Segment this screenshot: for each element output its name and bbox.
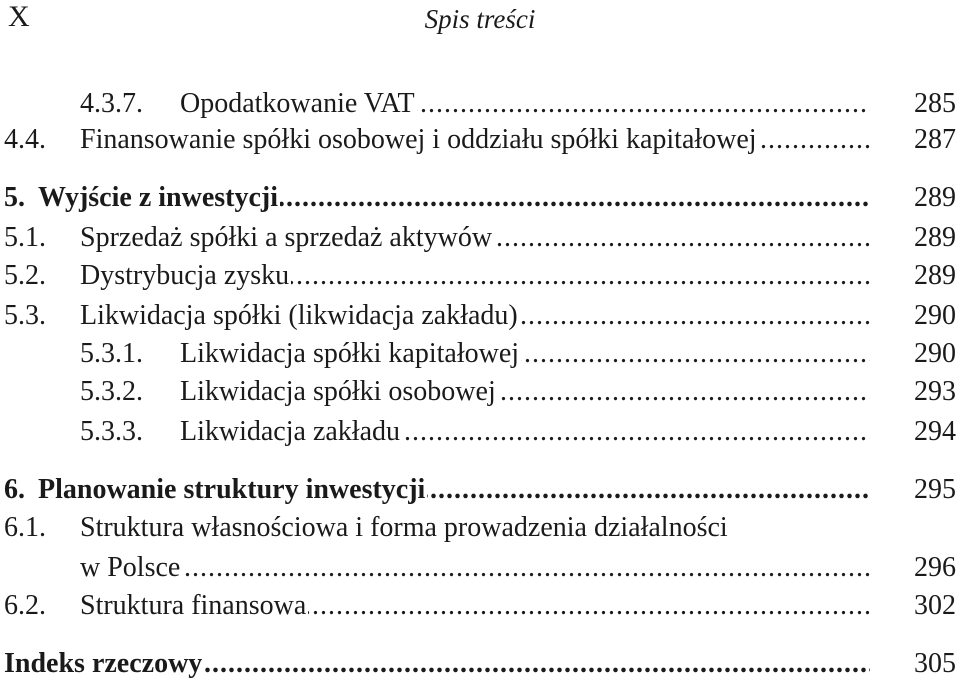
page-number: X bbox=[8, 0, 30, 33]
toc-entry-number: 5.3.2. bbox=[80, 376, 143, 407]
toc-entry-title: Dystrybucja zysku ..... bbox=[80, 256, 870, 296]
toc-entry-title: Indeks rzeczowy ..... bbox=[4, 644, 870, 684]
toc-entry-title: Likwidacja spółki (likwidacja zakładu) ..... bbox=[80, 296, 870, 336]
toc-entry-page: 289 bbox=[914, 222, 956, 253]
toc-entry-title: Struktura finansowa ..... bbox=[80, 586, 870, 626]
toc-index-entry bbox=[4, 644, 870, 684]
toc-entry bbox=[80, 84, 870, 124]
toc-entry bbox=[4, 256, 870, 296]
toc-entry-number: 4.4. bbox=[4, 124, 46, 155]
toc-entry-number: 4.3.7. bbox=[80, 88, 143, 119]
toc-entry-number: 6.2. bbox=[4, 590, 46, 621]
toc-entry-title: Likwidacja spółki osobowej ..... bbox=[180, 372, 870, 412]
toc-entry-page: 295 bbox=[914, 474, 956, 505]
toc-entry-number: 5.2. bbox=[4, 260, 46, 291]
toc-entry-title: Sprzedaż spółki a sprzedaż aktywów ..... bbox=[80, 218, 870, 258]
toc-entry-title: Likwidacja spółki kapitałowej ..... bbox=[180, 334, 870, 374]
toc-entry-page: 305 bbox=[914, 648, 956, 679]
toc-entry-page: 296 bbox=[914, 552, 956, 583]
toc-entry-title: Finansowanie spółki osobowej i oddziału spółki kapitałowej ..... bbox=[80, 120, 870, 160]
toc-entry-page: 294 bbox=[914, 416, 956, 447]
toc-entry-number: 5.3.3. bbox=[80, 416, 143, 447]
toc-entry-title: w Polsce ..... bbox=[80, 548, 870, 588]
toc-entry bbox=[4, 586, 870, 626]
toc-entry bbox=[80, 334, 870, 374]
toc-entry-page: 289 bbox=[914, 260, 956, 291]
toc-entry bbox=[80, 372, 870, 412]
toc-entry bbox=[4, 218, 870, 258]
toc-entry-number: 5.3. bbox=[4, 300, 46, 331]
toc-entry bbox=[4, 296, 870, 336]
toc-entry-page: 289 bbox=[914, 182, 956, 213]
toc-entry-title: Wyjście z inwestycji ..... bbox=[38, 178, 870, 218]
toc-entry-page: 302 bbox=[914, 590, 956, 621]
toc-chapter bbox=[4, 470, 870, 510]
toc-entry-page: 293 bbox=[914, 376, 956, 407]
toc-entry-number: 5.3.1. bbox=[80, 338, 143, 369]
toc-entry-title: Planowanie struktury inwestycji ..... bbox=[38, 470, 870, 510]
toc-chapter bbox=[4, 178, 870, 218]
toc-entry-title: Opodatkowanie VAT ..... bbox=[180, 84, 870, 124]
toc-entry-page: 290 bbox=[914, 338, 956, 369]
toc-entry-page: 287 bbox=[914, 124, 956, 155]
toc-entry-continuation bbox=[80, 548, 870, 588]
toc-entry-page: 290 bbox=[914, 300, 956, 331]
toc-entry bbox=[4, 120, 870, 160]
toc-entry bbox=[80, 412, 870, 452]
toc-entry-number: 5.1. bbox=[4, 222, 46, 253]
toc-entry-number: 6. bbox=[4, 474, 25, 505]
toc-entry-number: 5. bbox=[4, 182, 25, 213]
toc-entry-page: 285 bbox=[914, 88, 956, 119]
toc-entry bbox=[4, 508, 870, 548]
toc-entry-number: 6.1. bbox=[4, 512, 46, 543]
toc-entry-title: Likwidacja zakładu ..... bbox=[180, 412, 870, 452]
toc-entry-title: Struktura własnościowa i forma prowadzenia działalności bbox=[80, 512, 728, 543]
running-title: Spis treści bbox=[424, 4, 536, 34]
